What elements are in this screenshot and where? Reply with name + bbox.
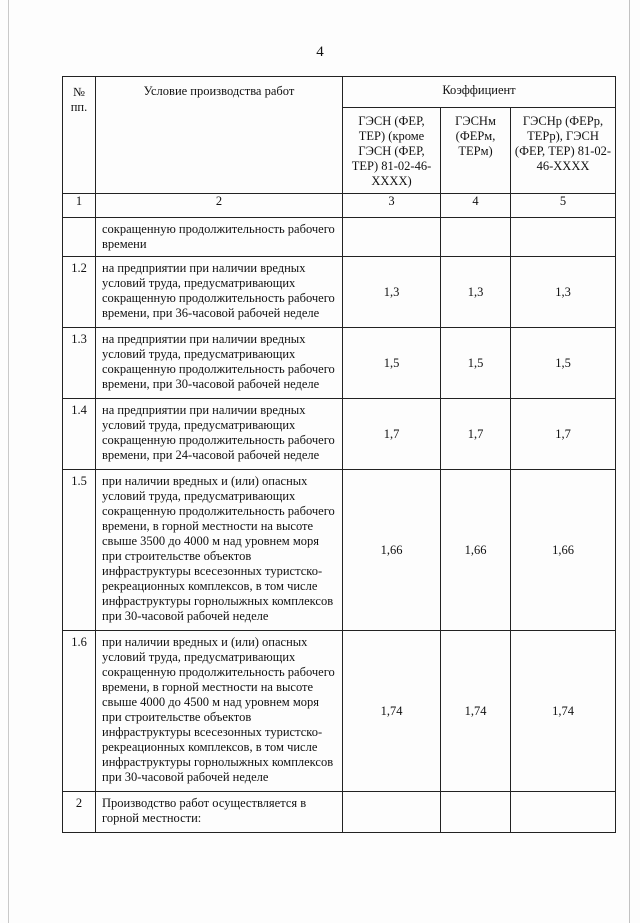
row-condition: при наличии вредных и (или) опасных условий труда, предусматривающих сокращенную продолжительность рабочего времени, в горной местности на высоте свыше 4000 до 4500 м над уровнем моря при строительстве объектов инфраструктуры всесезонных туристско-рекреационных комплексов, в том числе инфраструктуры горнолыжных комплексов при 30-часовой рабочей неделе <box>96 631 343 792</box>
column-number: 2 <box>96 194 343 218</box>
row-value-col5: 1,3 <box>511 257 616 328</box>
table-row <box>63 328 616 399</box>
table-row <box>63 792 616 833</box>
header-coefficient: Коэффициент <box>343 77 616 108</box>
column-number: 1 <box>63 194 96 218</box>
table-row <box>63 257 616 328</box>
column-number: 4 <box>441 194 511 218</box>
row-number <box>63 218 96 257</box>
row-condition: на предприятии при наличии вредных условий труда, предусматривающих сокращенную продолжительность рабочего времени, при 36-часовой рабочей неделе <box>96 257 343 328</box>
row-value-col5: 1,74 <box>511 631 616 792</box>
row-value-col5: 1,5 <box>511 328 616 399</box>
header-row <box>63 77 616 108</box>
row-condition: сокращенную продолжительность рабочего времени <box>96 218 343 257</box>
coefficient-table <box>62 76 616 833</box>
row-value-col3: 1,5 <box>343 328 441 399</box>
row-value-col4: 1,74 <box>441 631 511 792</box>
row-number: 1.3 <box>63 328 96 399</box>
row-value-col5: 1,7 <box>511 399 616 470</box>
row-value-col3 <box>343 218 441 257</box>
column-number-row <box>63 194 616 218</box>
row-value-col4 <box>441 218 511 257</box>
page-number: 4 <box>316 44 324 60</box>
row-condition: Производство работ осуществляется в горной местности: <box>96 792 343 833</box>
page-edge-left <box>8 0 9 923</box>
row-value-col3: 1,3 <box>343 257 441 328</box>
column-number: 5 <box>511 194 616 218</box>
row-condition: на предприятии при наличии вредных условий труда, предусматривающих сокращенную продолжительность рабочего времени, при 24-часовой рабочей неделе <box>96 399 343 470</box>
row-value-col4: 1,66 <box>441 470 511 631</box>
row-value-col5: 1,66 <box>511 470 616 631</box>
header-condition: Условие производства работ <box>96 77 343 194</box>
row-number: 1.4 <box>63 399 96 470</box>
page-edge-right <box>629 0 630 923</box>
row-condition: при наличии вредных и (или) опасных условий труда, предусматривающих сокращенную продолжительность рабочего времени, в горной местности на высоте свыше 3500 до 4000 м над уровнем моря при строительстве объектов инфраструктуры всесезонных туристско-рекреационных комплексов, в том числе инфраструктуры горнолыжных комплексов при 30-часовой рабочей неделе <box>96 470 343 631</box>
row-value-col3: 1,74 <box>343 631 441 792</box>
row-value-col4 <box>441 792 511 833</box>
header-col5: ГЭСНр (ФЕРр, ТЕРр), ГЭСН (ФЕР, ТЕР) 81-02-46-XXXX <box>511 108 616 194</box>
column-number: 3 <box>343 194 441 218</box>
row-value-col4: 1,5 <box>441 328 511 399</box>
table-row <box>63 399 616 470</box>
row-number: 2 <box>63 792 96 833</box>
row-value-col3: 1,66 <box>343 470 441 631</box>
row-number: 1.6 <box>63 631 96 792</box>
row-value-col3 <box>343 792 441 833</box>
table-row <box>63 631 616 792</box>
row-number: 1.2 <box>63 257 96 328</box>
row-condition: на предприятии при наличии вредных условий труда, предусматривающих сокращенную продолжительность рабочего времени, при 30-часовой рабочей неделе <box>96 328 343 399</box>
header-num-text: № пп. <box>70 85 88 114</box>
row-number: 1.5 <box>63 470 96 631</box>
header-col3: ГЭСН (ФЕР, ТЕР) (кроме ГЭСН (ФЕР, ТЕР) 81-02-46-XXXX) <box>343 108 441 194</box>
table-row <box>63 470 616 631</box>
row-value-col4: 1,7 <box>441 399 511 470</box>
row-value-col5 <box>511 792 616 833</box>
header-col4: ГЭСНм (ФЕРм, ТЕРм) <box>441 108 511 194</box>
row-value-col5 <box>511 218 616 257</box>
table-row <box>63 218 616 257</box>
row-value-col3: 1,7 <box>343 399 441 470</box>
row-value-col4: 1,3 <box>441 257 511 328</box>
header-num <box>63 77 96 194</box>
